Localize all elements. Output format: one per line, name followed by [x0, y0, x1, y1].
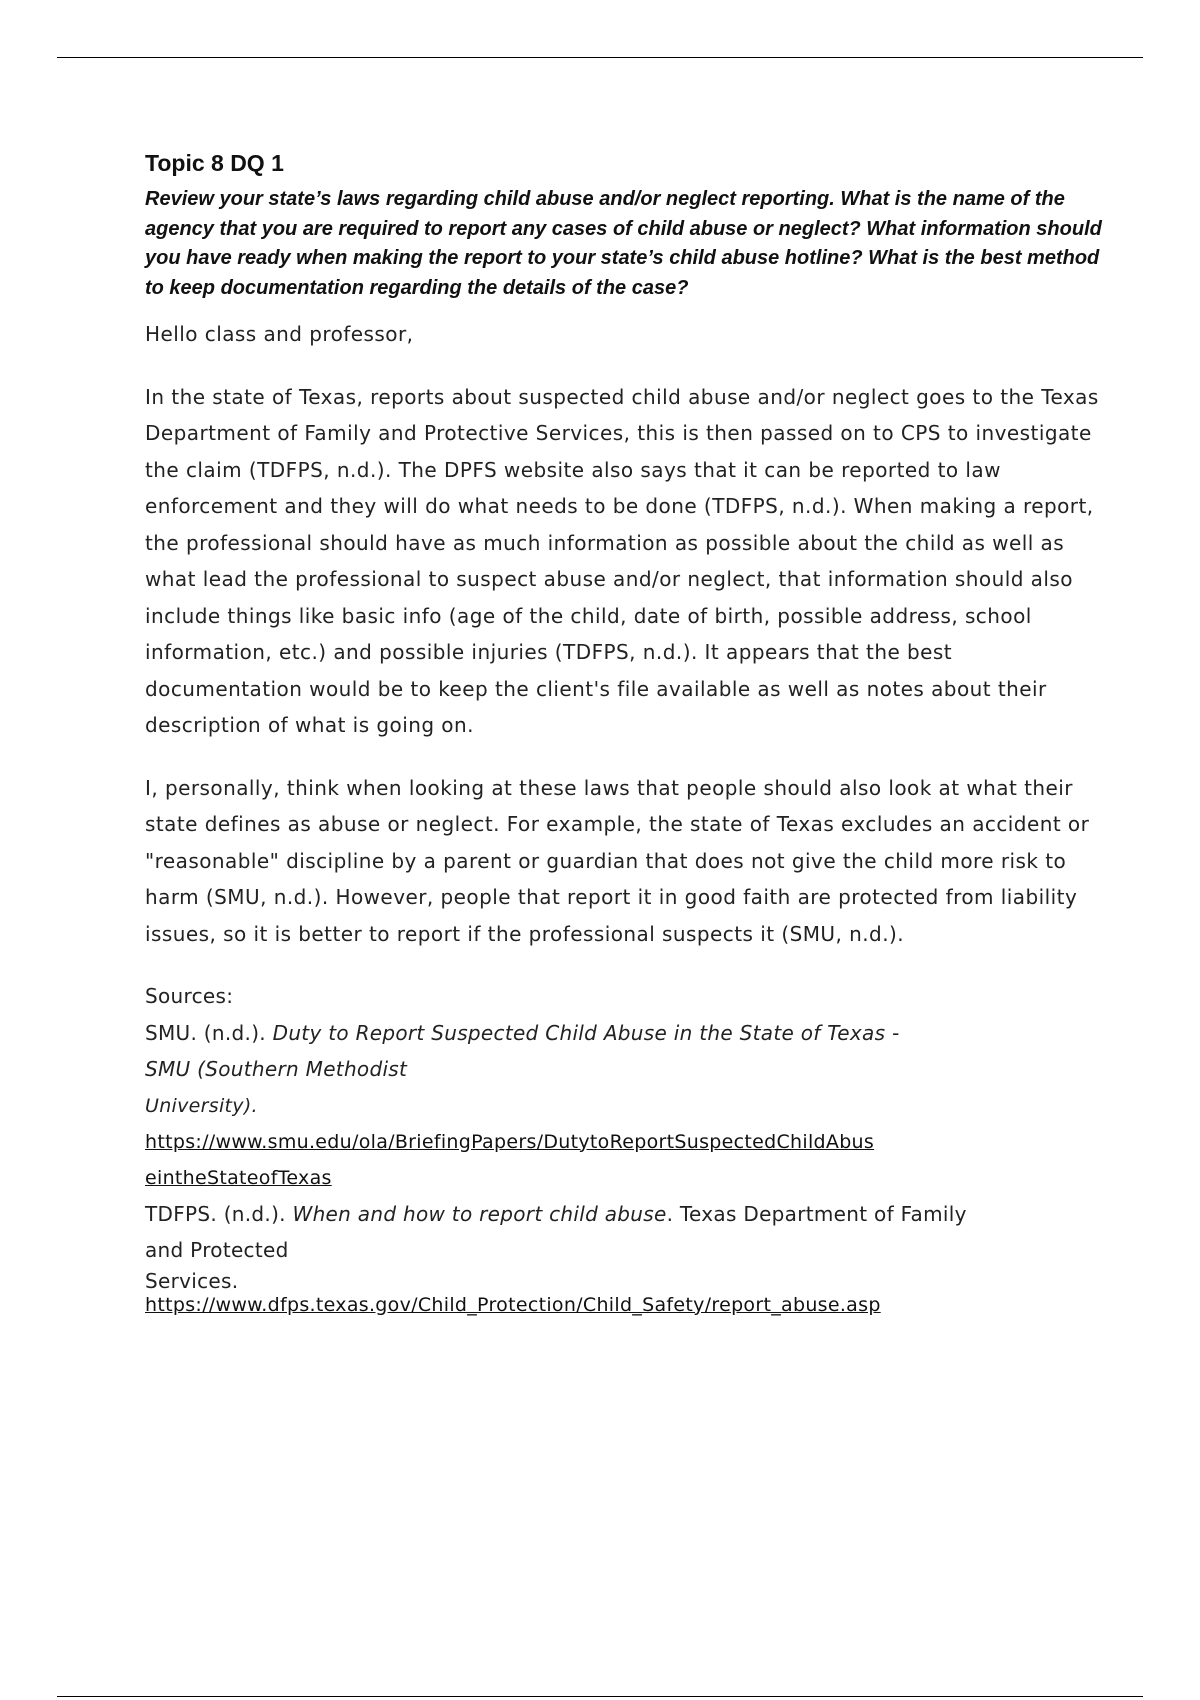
footer-rule [57, 1696, 1143, 1697]
reference-tdfps [145, 1196, 1105, 1317]
reference-smu-link[interactable]: https://www.smu.edu/ola/BriefingPapers/DutytoReportSuspectedChildAbus [145, 1130, 875, 1153]
reference-smu-author: SMU. (n.d.). [145, 1020, 273, 1045]
reference-smu-title-end: University). [145, 1094, 258, 1117]
reference-smu-title-cont: SMU (Southern Methodist [145, 1057, 408, 1081]
discussion-prompt: Review your state’s laws regarding child abuse and/or neglect reporting. What is the name of the agency that you are required to report any cases of child abuse or neglect? What information should you have ready when making the report to your state’s child abuse hotline? What is the best method to keep documentation regarding the details of the case? [145, 188, 1102, 299]
header-rule [57, 57, 1143, 58]
sources-heading: Sources: [145, 984, 234, 1008]
reference-smu-link-cont[interactable]: eintheStateofTexas [145, 1166, 332, 1189]
reference-tdfps-publisher-end: Services. [145, 1268, 239, 1293]
reference-tdfps-publisher-cont: and Protected [145, 1238, 289, 1262]
paragraph-1: In the state of Texas, reports about suspected child abuse and/or neglect goes to the Texas Department of Family and Protective Services, this is then passed on to CPS to investigate the claim (TDFPS, n.d.). The DPFS website also says that it can be reported to law enforcement and they will do what needs to be done (TDFPS, n.d.). When making a report, the professional should have as much information as possible about the child as well as what lead the professional to suspect abuse and/or neglect, that information should also include things like basic info (age of the child, date of birth, possible address, school information, etc.) and possible injuries (TDFPS, n.d.). It appears that the best documentation would be to keep the client's file available as well as notes about their description of what is going on. [145, 384, 1099, 737]
reference-tdfps-publisher: . Texas Department of Family [666, 1201, 967, 1226]
reference-smu [145, 1015, 1105, 1196]
reference-tdfps-author: TDFPS. (n.d.). [145, 1201, 293, 1226]
sources-section [145, 978, 1105, 1317]
document-body [145, 150, 1105, 1317]
paragraph-2: I, personally, think when looking at these laws that people should also look at what their state defines as abuse or neglect. For example, the state of Texas excludes an accident or "reasonable" discipline by a parent or guardian that does not give the child more risk to harm (SMU, n.d.). However, people that report it in good faith are protected from liability issues, so it is better to report if the professional suspects it (SMU, n.d.). [145, 775, 1090, 946]
reference-smu-title: Duty to Report Suspected Child Abuse in the State of Texas - [272, 1020, 900, 1045]
document-title: Topic 8 DQ 1 [145, 150, 284, 176]
greeting: Hello class and professor, [145, 322, 414, 346]
reference-tdfps-link[interactable]: https://www.dfps.texas.gov/Child_Protection/Child_Safety/report_abuse.asp [145, 1293, 881, 1316]
reference-tdfps-title: When and how to report child abuse [292, 1201, 667, 1226]
